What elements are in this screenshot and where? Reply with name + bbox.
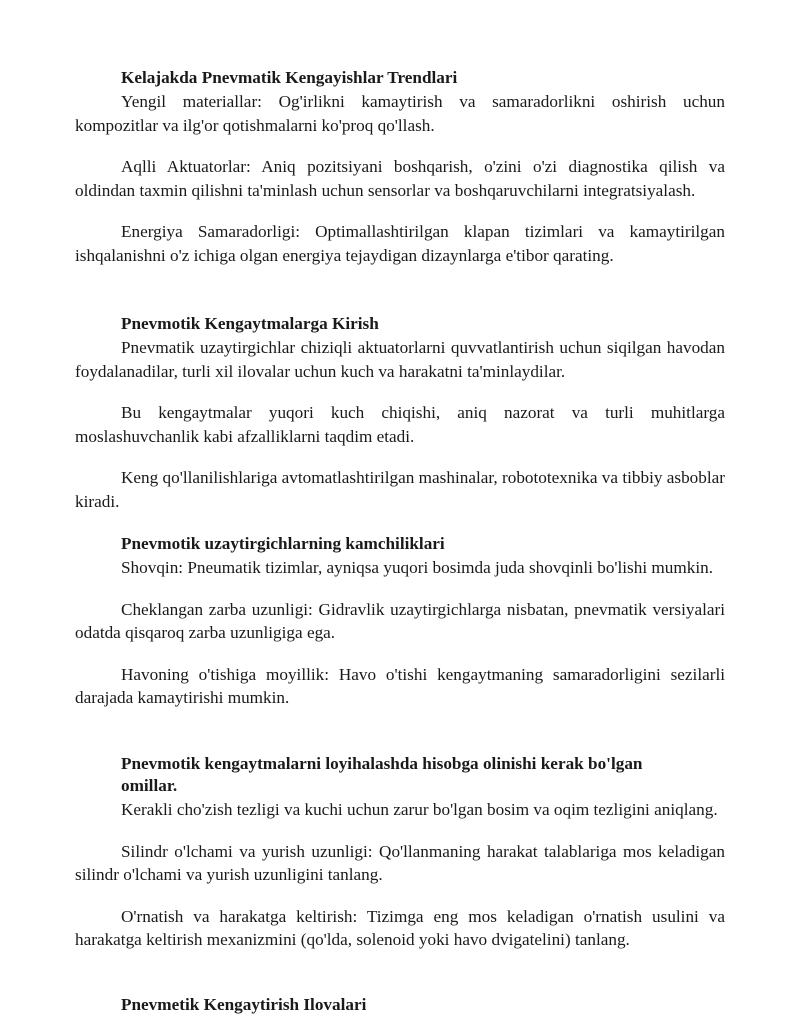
- paragraph: Silindr o'lchami va yurish uzunligi: Qo'llanmaning harakat talablariga mos keladigan silindr o'lchami va yurish uzunligini tanlang.: [75, 841, 725, 884]
- paragraph: Aqlli Aktuatorlar: Aniq pozitsiyani boshqarish, o'zini o'zi diagnostika qilish va oldindan taxmin qilishni ta'minlash uchun sensorlar va boshqaruvchilarni integratsiyalash.: [75, 157, 725, 200]
- section-heading: Kelajakda Pnevmatik Kengayishlar Trendlari: [121, 68, 458, 87]
- section-heading: Pnevmetik Kengaytirish Ilovalari: [121, 995, 367, 1014]
- section-applications: [75, 994, 725, 1017]
- paragraph: Yengil materiallar: Og'irlikni kamaytirish va samaradorlikni oshirish uchun kompozitlar va ilg'or qotishmalarni ko'proq qo'llash.: [75, 92, 725, 135]
- paragraph: Bu kengaytmalar yuqori kuch chiqishi, aniq nazorat va turli muhitlarga moslashuvchanlik kabi afzalliklarni taqdim etadi.: [75, 403, 725, 446]
- section-future-trends: [75, 67, 725, 285]
- paragraph: Cheklangan zarba uzunligi: Gidravlik uzaytirgichlarga nisbatan, pnevmatik versiyalari odatda qisqaroq zarba uzunligiga ega.: [75, 599, 725, 642]
- section-design-factors: [75, 753, 725, 970]
- section-heading: Pnevmotik kengaytmalarni loyihalashda hisobga olinishi kerak bo'lgan omillar.: [121, 754, 643, 795]
- paragraph: Kerakli cho'zish tezligi va kuchi uchun zarur bo'lgan bosim va oqim tezligini aniqlang.: [121, 800, 718, 819]
- paragraph: Keng qo'llanilishlariga avtomatlashtirilgan mashinalar, robototexnika va tibbiy asboblar kiradi.: [75, 468, 725, 511]
- paragraph: O'rnatish va harakatga keltirish: Tizimga eng mos keladigan o'rnatish usulini va harakatga keltirish mexanizmini (qo'lda, solenoid yoki havo dvigatelini) tanlang.: [75, 906, 725, 949]
- section-introduction: [75, 313, 725, 531]
- paragraph: Pnevmatik uzaytirgichlar chiziqli aktuatorlarni quvvatlantirish uchun siqilgan havodan foydalanadilar, turli xil ilovalar uchun kuch va harakatni ta'minlaydilar.: [75, 338, 725, 381]
- section-heading: Pnevmotik uzaytirgichlarning kamchiliklari: [121, 534, 445, 553]
- section-disadvantages: [75, 533, 725, 728]
- paragraph: Shovqin: Pneumatik tizimlar, ayniqsa yuqori bosimda juda shovqinli bo'lishi mumkin.: [121, 558, 714, 577]
- paragraph: Energiya Samaradorligi: Optimallashtirilgan klapan tizimlari va kamaytirilgan ishqalanishni o'z ichiga olgan energiya tejaydigan dizaynlarga e'tibor qarating.: [75, 222, 725, 265]
- section-heading: Pnevmotik Kengaytmalarga Kirish: [121, 314, 379, 333]
- paragraph: Havoning o'tishiga moyillik: Havo o'tishi kengaytmaning samaradorligini sezilarli darajada kamaytirishi mumkin.: [75, 664, 725, 707]
